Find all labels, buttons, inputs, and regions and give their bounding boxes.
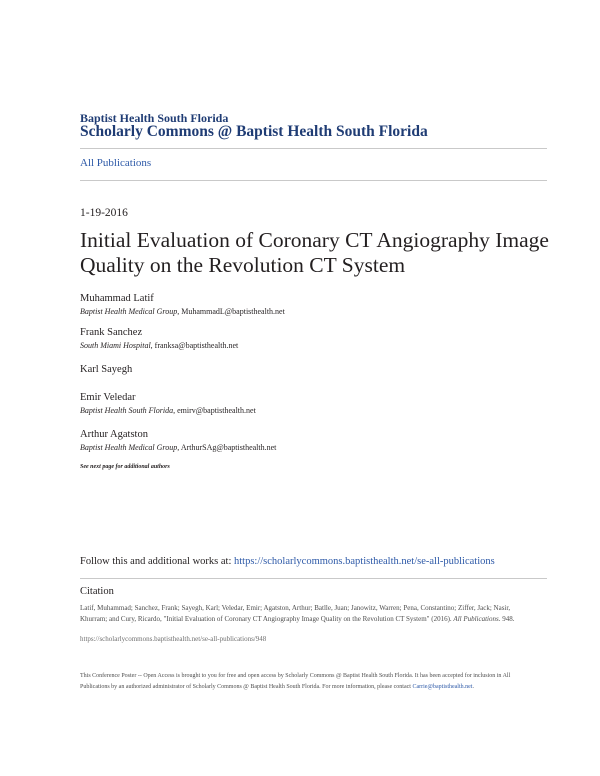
- author-email[interactable]: emirv@baptisthealth.net: [177, 406, 256, 415]
- citation-number: . 948.: [498, 615, 515, 623]
- publication-date: 1-19-2016: [80, 207, 128, 219]
- see-next-page-note: See next page for additional authors: [80, 464, 170, 470]
- access-notice: [80, 671, 532, 693]
- author-name: Emir Veledar: [80, 392, 136, 403]
- affiliation-name: Baptist Health South Florida: [80, 406, 174, 415]
- citation-url[interactable]: https://scholarlycommons.baptisthealth.net/se-all-publications/948: [80, 635, 267, 643]
- citation-series: All Publications: [453, 615, 499, 623]
- author-block: [80, 392, 256, 415]
- notice-end: .: [472, 684, 474, 690]
- repository-title[interactable]: Scholarly Commons @ Baptist Health South Florida: [80, 123, 428, 140]
- author-email[interactable]: MuhammadL@baptisthealth.net: [181, 307, 285, 316]
- author-affiliation: Baptist Health Medical Group, ArthurSAg@baptisthealth.net: [80, 443, 277, 452]
- author-email[interactable]: ArthurSAg@baptisthealth.net: [180, 443, 277, 452]
- author-block: [80, 429, 276, 452]
- follow-label: Follow this and additional works at:: [80, 556, 232, 567]
- organization-name: Baptist Health South Florida: [80, 111, 229, 125]
- author-affiliation: South Miami Hospital, franksa@baptisthealth.net: [80, 341, 239, 350]
- document-title: Initial Evaluation of Coronary CT Angiography Image Quality on the Revolution CT System: [80, 228, 549, 277]
- citation-heading: Citation: [80, 586, 114, 597]
- nav-divider: [80, 180, 547, 181]
- citation-divider: [80, 578, 547, 579]
- author-affiliation: Baptist Health South Florida, emirv@baptisthealth.net: [80, 406, 256, 415]
- author-name: Muhammad Latif: [80, 293, 154, 304]
- citation-main: Latif, Muhammad; Sanchez, Frank; Sayegh, Karl; Veledar, Emir; Agatston, Arthur; Batlle, Juan; Janowitz, Warren; Pena, Constantino; Ziffer, Jack; Nasir, Khurram; and Cury, Ricardo, "Initial Evaluation of Coronary CT Angiography Image Quality on the Revolution CT System" (2016).: [80, 604, 511, 623]
- affiliation-name: Baptist Health Medical Group: [80, 443, 178, 452]
- author-affiliation: Baptist Health Medical Group, MuhammadL@baptisthealth.net: [80, 307, 285, 316]
- author-name: Frank Sanchez: [80, 327, 143, 338]
- citation-text: [80, 603, 528, 625]
- author-block: [80, 364, 132, 375]
- notice-text: This Conference Poster -- Open Access is brought to you for free and open access by Scholarly Commons @ Baptist Health South Florida. It has been accepted for inclusion in All Publications by an authorized administrator of Scholarly Commons @ Baptist Health South Florida. For more information, please contact: [80, 673, 511, 690]
- header-divider: [80, 148, 547, 149]
- affiliation-name: Baptist Health Medical Group: [80, 307, 178, 316]
- author-name: Arthur Agatston: [80, 429, 148, 440]
- author-email[interactable]: franksa@baptisthealth.net: [154, 341, 239, 350]
- author-block: [80, 327, 238, 350]
- author-name: Karl Sayegh: [80, 364, 133, 375]
- affiliation-name: South Miami Hospital: [80, 341, 151, 350]
- collection-link[interactable]: https://scholarlycommons.baptisthealth.net/se-all-publications: [234, 556, 495, 567]
- contact-email-link[interactable]: Carrie@baptisthealth.net: [412, 684, 473, 690]
- follow-line: [80, 556, 495, 567]
- all-publications-link[interactable]: All Publications: [80, 157, 152, 169]
- author-block: [80, 293, 285, 316]
